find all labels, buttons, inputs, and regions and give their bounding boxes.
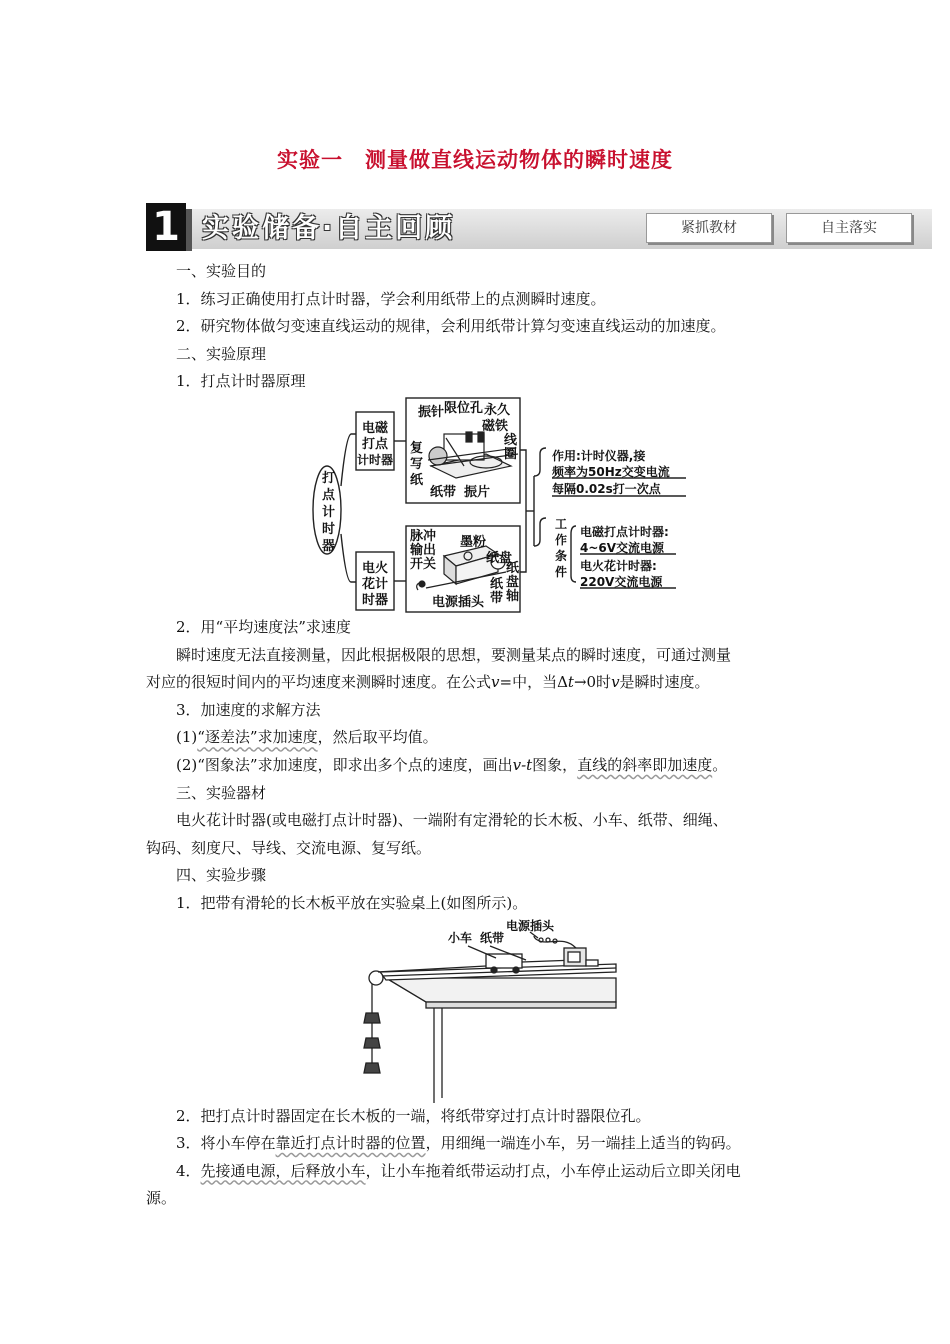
fig-label-tape: 纸带 xyxy=(480,930,505,945)
method-2-emph: 直线的斜率即加速度 xyxy=(577,755,713,774)
spark-zhou-3: 轴 xyxy=(506,588,520,604)
sec2-sub2: 2．用“平均速度法”求速度 xyxy=(176,617,351,636)
spark-zhidai-1: 纸 xyxy=(490,576,504,592)
sec1-item1: 1．练习正确使用打点计时器，学会利用纸带上的点测瞬时速度。 xyxy=(176,289,606,308)
sec3-line2: 钩码、刻度尺、导线、交流电源、复写纸。 xyxy=(146,838,432,857)
spark-zhou-2: 盘 xyxy=(506,574,520,590)
root-char-5: 器 xyxy=(322,538,336,554)
em-zhenpian: 振片 xyxy=(464,484,491,500)
em-label-3: 计时器 xyxy=(357,452,394,467)
spark-maichong-1: 脉冲 xyxy=(410,528,437,544)
sec2-heading: 二、实验原理 xyxy=(176,344,267,363)
sec4-heading: 四、实验步骤 xyxy=(176,866,267,885)
var-t: t xyxy=(567,673,574,692)
em-xianwei: 限位孔 xyxy=(444,400,484,416)
em-yongjiu: 永久 xyxy=(484,402,511,418)
step-4-head: 4． xyxy=(176,1161,201,1180)
work-line-1: 电磁打点计时器: xyxy=(580,524,669,539)
work-label-4: 件 xyxy=(555,564,568,579)
em-label-1: 电磁 xyxy=(362,420,389,436)
step-3 xyxy=(146,1130,810,1158)
function-line-3: 每隔0.02s打一次点 xyxy=(552,481,661,496)
method-2-mid: 图象， xyxy=(532,755,578,774)
instant-text-d: 是瞬时速度。 xyxy=(619,673,710,692)
sec2-sub3: 3．加速度的求解方法 xyxy=(176,700,321,719)
work-line-3: 电火花计时器: xyxy=(580,558,657,573)
root-char-1: 打 xyxy=(322,470,336,486)
spark-zhidai-2: 带 xyxy=(490,590,504,606)
step-4 xyxy=(146,1158,810,1186)
banner-number: 1 xyxy=(146,203,186,251)
root-char-3: 计 xyxy=(322,504,336,520)
step-4-emph: 先接通电源，后释放小车 xyxy=(200,1161,366,1180)
spark-maichong-3: 开关 xyxy=(410,556,437,572)
em-citie: 磁铁 xyxy=(482,418,509,434)
timer-diagram-svg xyxy=(146,396,810,614)
em-zhidai: 纸带 xyxy=(430,484,457,500)
instant-text-a: 对应的很短时间内的平均速度来测瞬时速度。在公式 xyxy=(146,673,492,692)
pill-zizhu-luoshi: 自主落实 xyxy=(786,213,912,243)
spark-label-1: 电火 xyxy=(362,560,389,576)
root-char-4: 时 xyxy=(322,521,336,537)
instant-para-line2 xyxy=(146,669,810,697)
pill-jinzhua-jiaocai: 紧抓教材 xyxy=(646,213,772,243)
em-fuxie-2: 写 xyxy=(410,456,424,472)
spark-label-3: 时器 xyxy=(362,592,389,608)
method-2 xyxy=(146,752,810,780)
work-line-4: 220V交流电源 xyxy=(580,574,663,589)
method-1-emph: “逐差法”求加速度 xyxy=(197,728,318,747)
sec3-line1: 电火花计时器(或电磁打点计时器)、一端附有定滑轮的长木板、小车、纸带、细绳、 xyxy=(176,811,728,830)
spark-label-2: 花计 xyxy=(362,576,389,592)
spark-zhipan: 纸盘 xyxy=(486,550,513,566)
step-3-emph: 靠近打点计时器的位置 xyxy=(275,1134,426,1153)
spark-maichong-2: 输出 xyxy=(410,542,437,558)
spark-chatou: 电源插头 xyxy=(432,594,485,610)
em-xianquan-1: 线 xyxy=(504,432,518,448)
em-fuxie-1: 复 xyxy=(410,440,424,456)
method-2-head: (2)“图象法”求加速度，即求出多个点的速度，画出 xyxy=(176,755,513,774)
sec1-item2: 2．研究物体做匀变速直线运动的规律，会利用纸带计算匀变速直线运动的加速度。 xyxy=(176,317,726,336)
banner-heading: 实验储备·自主回顾 xyxy=(202,213,456,244)
section-banner xyxy=(146,203,932,251)
work-label-2: 作 xyxy=(555,532,568,547)
work-label-3: 条 xyxy=(555,548,568,563)
var-v-2: v xyxy=(611,673,620,692)
instant-text-c: →0时 xyxy=(573,673,612,692)
work-label-1: 工 xyxy=(555,516,568,531)
method-1-tail: ，然后取平均值。 xyxy=(317,728,438,747)
step-2: 2．把打点计时器固定在长木板的一端，将纸带穿过打点计时器限位孔。 xyxy=(176,1106,651,1125)
sec3-heading: 三、实验器材 xyxy=(176,783,267,802)
em-label-2: 打点 xyxy=(362,436,389,452)
apparatus-figure xyxy=(146,918,810,1103)
method-1-num: (1) xyxy=(176,728,198,747)
spark-mofen: 墨粉 xyxy=(460,534,487,550)
sec1-heading: 一、实验目的 xyxy=(176,262,267,280)
step-4-tail: ，让小车拖着纸带运动打点，小车停止运动后立即关闭电 xyxy=(365,1161,741,1180)
step-1: 1．把带有滑轮的长木板平放在实验桌上(如图所示)。 xyxy=(176,893,528,912)
apparatus-svg xyxy=(146,918,810,1103)
function-line-1: 作用:计时仪器,接 xyxy=(552,448,646,463)
page-title: 实验一 测量做直线运动物体的瞬时速度 xyxy=(277,148,673,172)
em-zhenzhen: 振针 xyxy=(418,404,445,420)
var-vt: v-t xyxy=(512,755,533,774)
main-content xyxy=(146,258,810,1213)
em-xianquan-2: 圈 xyxy=(504,446,518,462)
instant-para-line1: 瞬时速度无法直接测量，因此根据极限的思想，要测量某点的瞬时速度，可通过测量 xyxy=(176,645,732,664)
em-fuxie-3: 纸 xyxy=(410,472,424,488)
step-3-tail: ，用细绳一端连小车，另一端挂上适当的钩码。 xyxy=(425,1134,741,1153)
function-line-2: 频率为50Hz交变电流 xyxy=(552,464,670,479)
root-char-2: 点 xyxy=(322,487,336,503)
step-4-end: 源。 xyxy=(146,1189,177,1208)
method-1 xyxy=(146,724,810,752)
work-line-2: 4~6V交流电源 xyxy=(580,540,665,555)
method-2-tail: 。 xyxy=(712,755,728,774)
fig-label-plug: 电源插头 xyxy=(506,918,555,933)
instant-text-b: =中，当Δ xyxy=(499,673,568,692)
sec2-sub1: 1．打点计时器原理 xyxy=(176,372,306,391)
var-v: v xyxy=(491,673,500,692)
fig-label-cart: 小车 xyxy=(448,930,473,945)
step-3-head: 3．将小车停在 xyxy=(176,1134,276,1153)
timer-principle-diagram xyxy=(146,396,810,614)
spark-zhou-1: 纸 xyxy=(506,560,520,576)
